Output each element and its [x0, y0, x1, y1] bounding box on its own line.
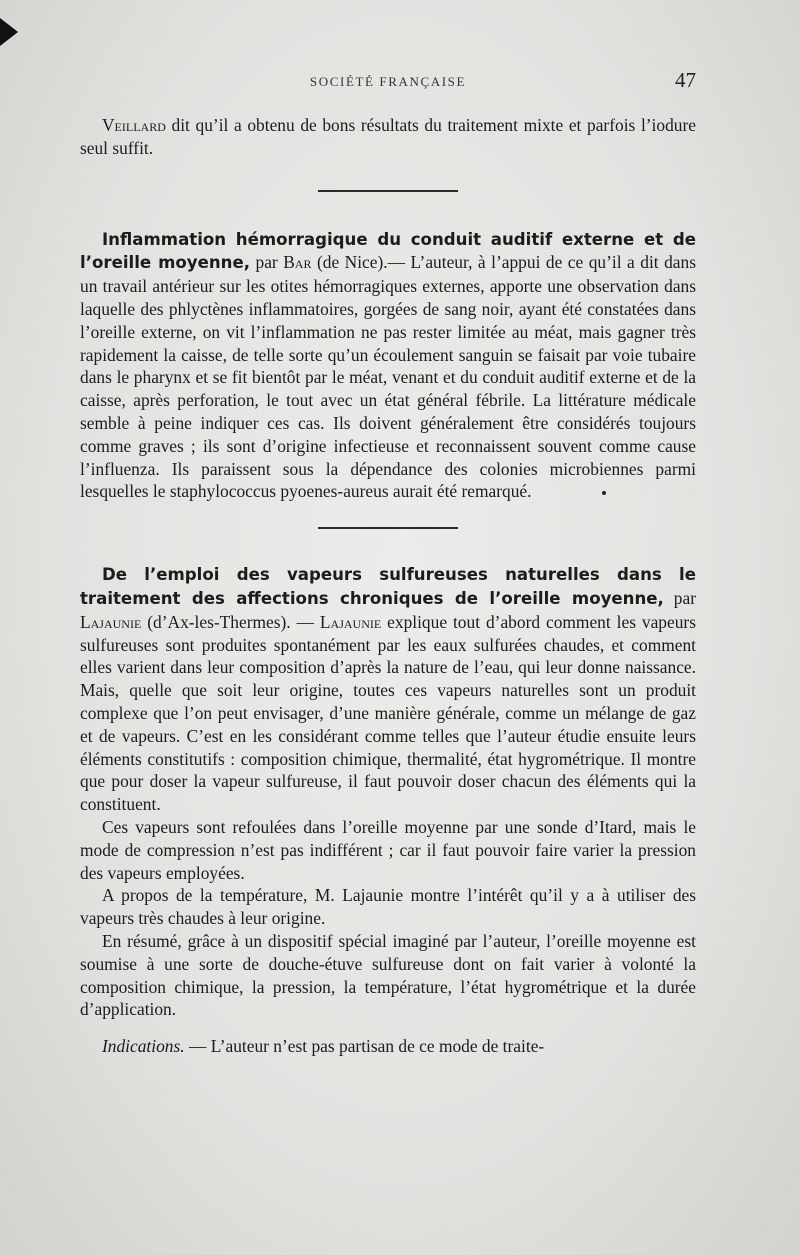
intro-paragraph	[80, 114, 696, 160]
article2-paragraph-1	[80, 563, 696, 816]
running-title: SOCIÉTÉ FRANÇAISE	[309, 74, 467, 89]
article2-paragraph-3: A propos de la température, M. Lajaunie montre l’intérêt qu’il y a à utiliser des vapeurs très chaudes à leur origine.	[80, 885, 696, 929]
article2-author-repeat: Lajaunie	[319, 611, 382, 632]
article1-text: (de Nice).— L’auteur, à l’appui de ce qu’il a dit dans un travail antérieur sur les otites hémorragiques externes, apporte une observation dans laquelle des phlyctènes inflammatoires, gorgées de sang noir, ayant été constatées dans l’oreille externe, on vit l’inflammation ne pas rester limitée au méat, mais gagner très rapidement la caisse, de telle sorte qu’un écoulement sanguin se faisait par voie tubaire dans le pharynx et se fit bientôt par le méat, venant et du conduit auditif externe et de la caisse, après perforation, le tout avec un état général fébrile. La littérature médicale semble à peine indiquer ces cas. Ils doivent généralement être considérés toujours comme graves ; ils sont d’origine infectieuse et reconnaissent souvent comme cause l’influenza. Ils paraissent sous la dépendance des colonies microbiennes parmi lesquelles le staphylococcus pyoenes-aureus aurait été remarqué.	[80, 252, 696, 502]
indications-label: Indications.	[102, 1036, 185, 1057]
corner-mark	[0, 18, 18, 46]
section-divider	[318, 527, 458, 529]
page-body	[80, 114, 696, 1058]
intro-author: Veillard	[102, 115, 166, 135]
section-divider	[318, 190, 458, 192]
article2-indications	[80, 1035, 696, 1058]
indications-text: — L’auteur n’est pas partisan de ce mode de traite-	[184, 1036, 545, 1057]
article2-title: De l’emploi des vapeurs sulfureuses naturelles dans le traitement des affections chroniques de l’oreille moyenne,	[80, 565, 696, 608]
stray-mark	[602, 491, 606, 495]
article2-by: par	[663, 587, 696, 608]
running-header	[80, 70, 696, 94]
article2-p1: explique tout d’abord comment les vapeurs sulfureuses sont produites spontanément par les eaux sulfurées chaudes, et comment elles varient dans leur composition d’après la nature de l’eau, qui leur donne naissance. Mais, quelle que soit leur origine, toutes ces vapeurs naturelles sont un produit complexe que l’on peut envisager, d’une manière générale, comme un mélange de gaz et de vapeurs. C’est en les considérant comme telles que l’auteur étudie ensuite leurs éléments constitutifs : composition chimique, thermalité, état hygrométrique. Il montre que pour doser la vapeur sulfureuse, il faut pouvoir doser chacun des éléments qui la constituent.	[80, 611, 696, 815]
article1-by: par	[250, 252, 284, 273]
article2-paragraph-4: En résumé, grâce à un dispositif spécial imaginé par l’auteur, l’oreille moyenne est soumise à une sorte de douche-étuve sulfureuse dont on fait varier à volonté la composition chimique, la pression, la température, l’état hygrométrique et la durée d’application.	[80, 930, 696, 1020]
intro-text: dit qu’il a obtenu de bons résultats du traitement mixte et parfois l’iodure seul suffit.	[80, 115, 696, 158]
article1-author: Bar	[283, 252, 312, 273]
article1-paragraph	[80, 228, 696, 504]
article2-author: Lajaunie	[80, 611, 142, 632]
article1-title: Inflammation hémorragique du conduit auditif externe et de l’oreille moyenne,	[80, 229, 696, 273]
page-number: 47	[675, 68, 696, 92]
article2-origin: (d’Ax-les-Thermes). —	[141, 611, 320, 632]
article2-paragraph-2: Ces vapeurs sont refoulées dans l’oreille moyenne par une sonde d’Itard, mais le mode de compression n’est pas indifférent ; car il faut pouvoir faire varier la pression des vapeurs employées.	[80, 816, 696, 883]
